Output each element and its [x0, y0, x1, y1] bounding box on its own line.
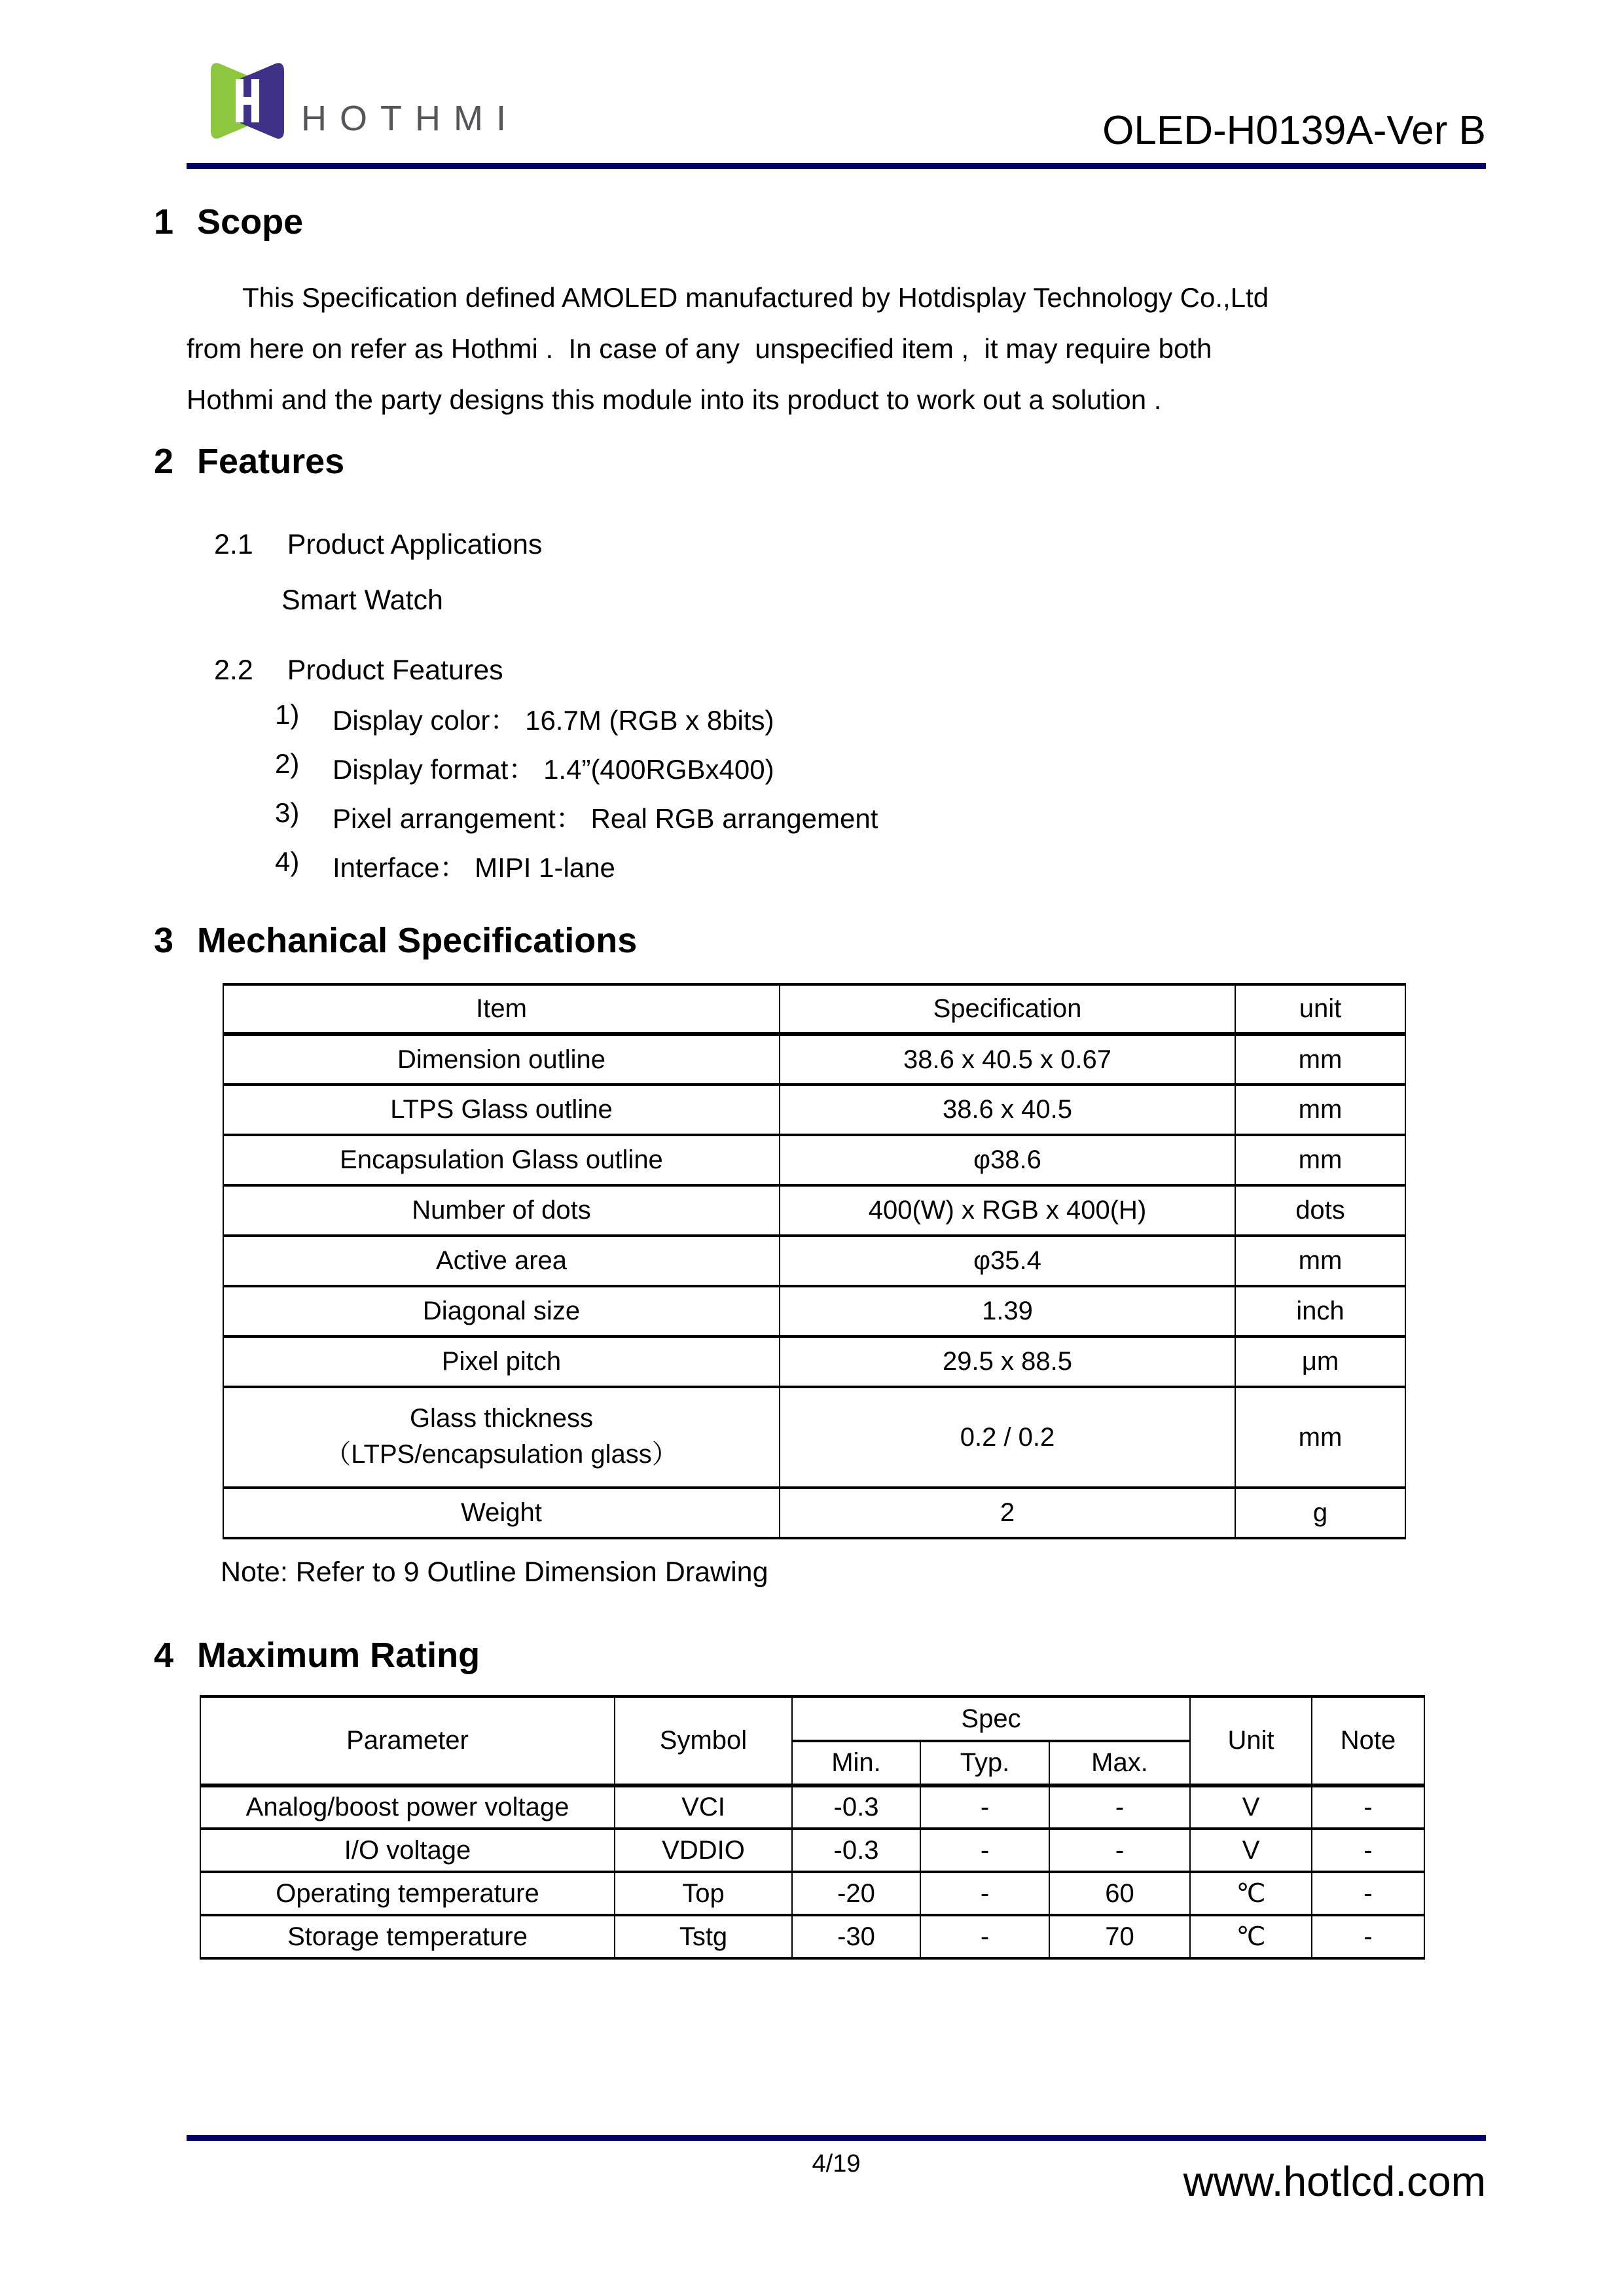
col-header-typ: Typ. — [920, 1741, 1049, 1785]
cell-unit: V — [1190, 1829, 1312, 1872]
cell-typ: - — [920, 1915, 1049, 1958]
col-header-item: Item — [223, 984, 780, 1034]
subsection-product-applications — [214, 529, 542, 561]
cell-parameter: Storage temperature — [200, 1915, 615, 1958]
section-number: 4 — [154, 1636, 174, 1675]
table-row — [200, 1872, 1424, 1915]
cell-min: -0.3 — [792, 1829, 920, 1872]
cell-spec: 29.5 x 88.5 — [780, 1336, 1235, 1387]
section-title: Features — [197, 442, 345, 481]
cell-item-line1: Glass thickness — [409, 1404, 594, 1433]
section-title: Maximum Rating — [197, 1636, 480, 1675]
cell-note: - — [1312, 1872, 1424, 1915]
feature-item-text: Interface： MIPI 1-lane — [333, 852, 615, 883]
cell-unit: mm — [1235, 1387, 1405, 1488]
cell-unit: mm — [1235, 1034, 1405, 1085]
col-header-spec: Spec — [792, 1696, 1190, 1741]
table-row — [223, 1236, 1405, 1286]
cell-unit: mm — [1235, 1236, 1405, 1286]
cell-max: 70 — [1049, 1915, 1190, 1958]
cell-spec: φ38.6 — [780, 1135, 1235, 1185]
cell-item — [223, 1387, 780, 1488]
cell-min: -0.3 — [792, 1785, 920, 1829]
section-number: 1 — [154, 202, 174, 242]
scope-line: This Specification defined AMOLED manufactured by Hotdisplay Technology Co.,Ltd — [242, 282, 1269, 313]
table-row — [223, 1336, 1405, 1387]
subsection-title: Product Applications — [287, 529, 543, 560]
cell-unit: ℃ — [1190, 1872, 1312, 1915]
section-heading-features — [154, 441, 344, 482]
feature-list-item — [275, 846, 615, 886]
page-number: 4/19 — [812, 2150, 861, 2178]
feature-list-item — [275, 748, 774, 787]
header-rule — [187, 163, 1486, 169]
col-header-min: Min. — [792, 1741, 920, 1785]
cell-spec: 2 — [780, 1488, 1235, 1538]
cell-spec: 38.6 x 40.5 x 0.67 — [780, 1034, 1235, 1085]
table-row — [200, 1829, 1424, 1872]
cell-parameter: Operating temperature — [200, 1872, 615, 1915]
col-header-note: Note — [1312, 1696, 1424, 1785]
table-header-row — [223, 984, 1405, 1034]
table-row — [223, 1488, 1405, 1538]
cell-symbol: Tstg — [615, 1915, 792, 1958]
product-application-value: Smart Watch — [281, 584, 443, 616]
scope-line: Hothmi and the party designs this module into its product to work out a solution . — [187, 384, 1162, 415]
cell-spec: 0.2 / 0.2 — [780, 1387, 1235, 1488]
cell-item-line2: （LTPS/encapsulation glass） — [325, 1440, 678, 1469]
brand-wordmark: HOTHMI — [301, 99, 519, 138]
cell-spec: 400(W) x RGB x 400(H) — [780, 1185, 1235, 1236]
col-header-specification: Specification — [780, 984, 1235, 1034]
cell-item: Number of dots — [223, 1185, 780, 1236]
feature-list-item — [275, 797, 878, 836]
cell-unit: V — [1190, 1785, 1312, 1829]
cell-unit: dots — [1235, 1185, 1405, 1236]
cell-typ: - — [920, 1785, 1049, 1829]
scope-line: from here on refer as Hothmi . In case of any unspecified item , it may require both — [187, 333, 1212, 364]
cell-item: Pixel pitch — [223, 1336, 780, 1387]
hothmi-logo-icon — [205, 61, 290, 141]
feature-item-number: 1) — [275, 699, 300, 730]
feature-item-number: 2) — [275, 748, 300, 779]
mechanical-specs-note: Note: Refer to 9 Outline Dimension Drawing — [221, 1556, 768, 1588]
section-heading-maximum-rating — [154, 1635, 480, 1676]
cell-max: - — [1049, 1785, 1190, 1829]
table-row — [223, 1185, 1405, 1236]
cell-item: Encapsulation Glass outline — [223, 1135, 780, 1185]
section-number: 3 — [154, 921, 174, 960]
cell-parameter: Analog/boost power voltage — [200, 1785, 615, 1829]
section-title: Scope — [197, 202, 304, 242]
footer-rule — [187, 2135, 1486, 2141]
feature-item-text: Display format： 1.4”(400RGBx400) — [333, 754, 774, 785]
cell-min: -30 — [792, 1915, 920, 1958]
cell-item: LTPS Glass outline — [223, 1085, 780, 1135]
subsection-title: Product Features — [287, 655, 503, 686]
cell-max: 60 — [1049, 1872, 1190, 1915]
cell-typ: - — [920, 1872, 1049, 1915]
cell-note: - — [1312, 1915, 1424, 1958]
cell-parameter: I/O voltage — [200, 1829, 615, 1872]
cell-note: - — [1312, 1785, 1424, 1829]
document-title: OLED-H0139A-Ver B — [1102, 108, 1486, 153]
section-title: Mechanical Specifications — [197, 921, 638, 960]
cell-min: -20 — [792, 1872, 920, 1915]
mechanical-specs-table — [223, 983, 1406, 1539]
subsection-number: 2.1 — [214, 529, 253, 560]
table-row — [223, 1387, 1405, 1488]
website-url: www.hotlcd.com — [1183, 2158, 1486, 2205]
cell-typ: - — [920, 1829, 1049, 1872]
cell-unit: g — [1235, 1488, 1405, 1538]
cell-note: - — [1312, 1829, 1424, 1872]
feature-list-item — [275, 699, 774, 738]
feature-item-text: Pixel arrangement： Real RGB arrangement — [333, 803, 878, 834]
table-row — [223, 1034, 1405, 1085]
cell-spec: 38.6 x 40.5 — [780, 1085, 1235, 1135]
cell-unit: mm — [1235, 1135, 1405, 1185]
cell-unit: mm — [1235, 1085, 1405, 1135]
subsection-product-features — [214, 655, 503, 687]
cell-item: Active area — [223, 1236, 780, 1286]
section-number: 2 — [154, 442, 174, 481]
cell-symbol: Top — [615, 1872, 792, 1915]
feature-item-number: 3) — [275, 797, 300, 828]
cell-unit: μm — [1235, 1336, 1405, 1387]
cell-symbol: VCI — [615, 1785, 792, 1829]
scope-paragraph — [187, 272, 1489, 425]
table-row — [200, 1915, 1424, 1958]
maximum-rating-table — [200, 1695, 1425, 1960]
table-row — [223, 1085, 1405, 1135]
col-header-unit: unit — [1235, 984, 1405, 1034]
cell-unit: ℃ — [1190, 1915, 1312, 1958]
feature-item-text: Display color： 16.7M (RGB x 8bits) — [333, 705, 774, 736]
cell-spec: φ35.4 — [780, 1236, 1235, 1286]
subsection-number: 2.2 — [214, 655, 253, 686]
cell-max: - — [1049, 1829, 1190, 1872]
col-header-symbol: Symbol — [615, 1696, 792, 1785]
col-header-parameter: Parameter — [200, 1696, 615, 1785]
col-header-max: Max. — [1049, 1741, 1190, 1785]
cell-unit: inch — [1235, 1286, 1405, 1336]
section-heading-mechanical-specifications — [154, 920, 637, 961]
feature-item-number: 4) — [275, 846, 300, 877]
cell-item: Weight — [223, 1488, 780, 1538]
table-row — [200, 1785, 1424, 1829]
cell-item: Dimension outline — [223, 1034, 780, 1085]
cell-spec: 1.39 — [780, 1286, 1235, 1336]
table-row — [223, 1135, 1405, 1185]
section-heading-scope — [154, 202, 303, 242]
cell-item: Diagonal size — [223, 1286, 780, 1336]
table-header-row — [200, 1696, 1424, 1741]
table-row — [223, 1286, 1405, 1336]
hothmi-logo-svg — [205, 61, 290, 141]
col-header-unit: Unit — [1190, 1696, 1312, 1785]
cell-symbol: VDDIO — [615, 1829, 792, 1872]
